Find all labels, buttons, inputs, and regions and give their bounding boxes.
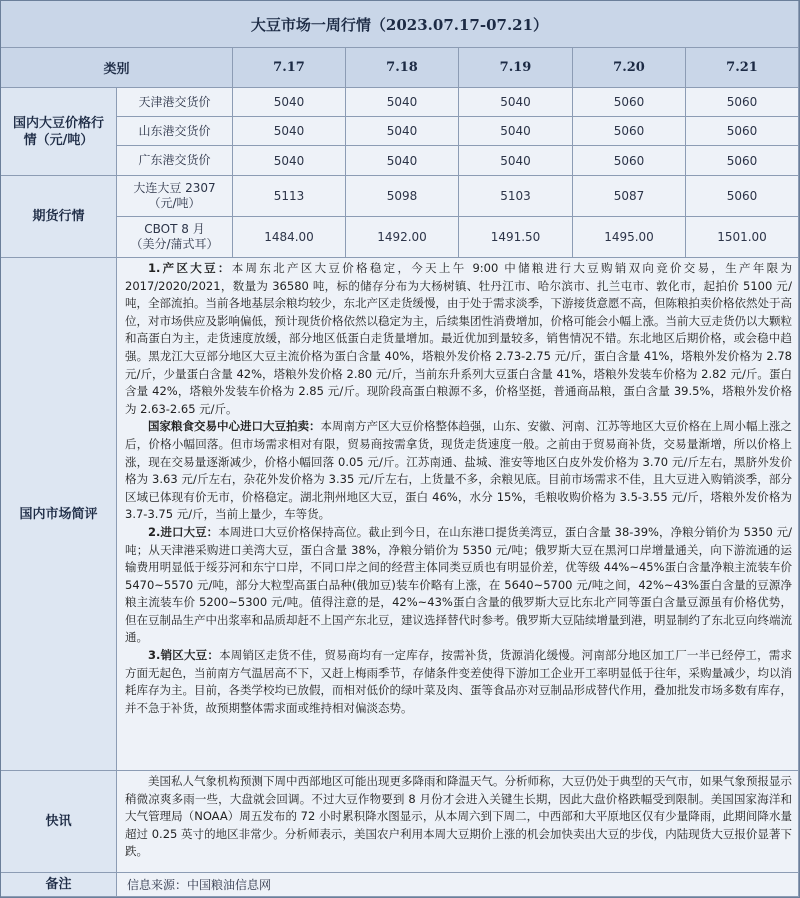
price-cell: 5060 [686, 146, 799, 176]
category-header: 类别 [1, 48, 233, 88]
futures-label: 期货行情 [1, 176, 117, 258]
price-cell: 5040 [346, 146, 459, 176]
news-content [117, 771, 799, 873]
futures-name-cbot [117, 217, 233, 258]
review-paragraph [125, 524, 792, 647]
section-body: 本周南方产区大豆价格整体趋强，山东、安徽、河南、江苏等地区大豆价格在上周小幅上涨之后，价格小幅回落。但市场需求相对有限，贸易商按需拿货，现货走货速度一般。之前由于贸易商补货，交易量渐增，所以价格上涨，现在交易量逐渐减少，价格小幅回落 0.05 元/斤。江苏南通、盐城、淮安等地区白皮外发价格为 3.70 元/斤左右，黑脐外发价格为 3.63 元/斤左右，杂花外发价格为 3.35 元/斤左右，上货量不多，余粮见底。目前市场需求不佳，且大豆进入购销淡季，部分区域已体现有价无市，价格稳定。湖北荆州地区大豆，蛋白 46%，水分 15%，毛粮收购价格为 3.5-3.55 元/斤，塔粮外发价格为 3.7-3.75 元/斤，当前上量少，车等货。 [125, 419, 792, 522]
futures-cell: 1484.00 [233, 217, 346, 258]
date-header: 7.18 [346, 48, 459, 88]
date-header: 7.20 [573, 48, 686, 88]
price-cell: 5040 [233, 146, 346, 176]
date-header: 7.17 [233, 48, 346, 88]
price-cell: 5040 [346, 117, 459, 146]
section-heading: 3.销区大豆： [148, 648, 220, 663]
port-name-tianjin: 天津港交货价 [117, 88, 233, 117]
price-cell: 5060 [686, 88, 799, 117]
futures-name-line2: （美分/蒲式耳） [130, 237, 219, 251]
price-cell: 5040 [459, 146, 573, 176]
market-review-label: 国内市场简评 [1, 258, 117, 771]
section-body: 本周销区走货不佳，贸易商均有一定库存，按需补货，货源消化缓慢。河南部分地区加工厂一半已经停工，需求方面无起色，当前南方气温居高不下，又赶上梅雨季节，存储条件变差使得下游加工企业开工率明显低于往年，采购量减少，均以消耗库存为主。目前，各类学校均已放假，而相对低价的绿叶菜及肉、蛋等食品亦对豆制品形成替代作用，叠加批发市场多数有库存，并不急于补货，故预期整体需求面或维持相对偏淡态势。 [125, 648, 793, 715]
price-cell: 5040 [233, 117, 346, 146]
futures-cell: 1492.00 [346, 217, 459, 258]
news-label: 快讯 [1, 771, 117, 873]
section-heading: 1.产区大豆： [148, 261, 232, 275]
futures-name-line1: CBOT 8 月 [144, 222, 205, 236]
futures-cell: 5087 [573, 176, 686, 217]
report-title: 大豆市场一周行情（2023.07.17-07.21） [1, 1, 799, 48]
price-cell: 5060 [573, 88, 686, 117]
price-cell: 5040 [346, 88, 459, 117]
price-cell: 5060 [573, 146, 686, 176]
port-name-shandong: 山东港交货价 [117, 117, 233, 146]
futures-cell: 5113 [233, 176, 346, 217]
futures-cell: 5103 [459, 176, 573, 217]
price-cell: 5040 [233, 88, 346, 117]
section-body: 本周进口大豆价格保持高位。截止到今日，在山东港口提货美湾豆，蛋白含量 38-39%，净粮分销价为 5350 元/吨；从天津港采购进口美湾大豆，蛋白含量 38%，净粮分销价为 5350 元/吨；俄罗斯大豆在黑河口岸增量通关，向下游流通的运输费用明显低于绥芬河和东宁口岸，不同口岸之间的经营主体同类豆质也有明显价差，优等级 44%~45%蛋白含量净粮主流装车价 5470~5570 元/吨，部分大粒型高蛋白品种(俄加豆)装车价略有上涨，在 5640~5700 元/吨之间，42%~43%蛋白含量的豆源净粮主流装车价 5200~5300 元/吨。值得注意的是，42%~43%蛋白含量的俄罗斯大豆比东北产同等蛋白含量豆源虽有价格优势，但在豆制品生产中出浆率和品质却赶不上国产东北豆，建议选择替代时参考。俄罗斯大豆陆续增量到港，明显制约了东北豆向终端流通。 [125, 524, 792, 645]
price-cell: 5060 [686, 117, 799, 146]
price-cell: 5040 [459, 117, 573, 146]
futures-cell: 1491.50 [459, 217, 573, 258]
futures-cell: 1501.00 [686, 217, 799, 258]
news-paragraph: 美国私人气象机构预测下周中西部地区可能出现更多降雨和降温天气。分析师称，大豆仍处于典型的天气市，如果气象预报显示稍微凉爽多雨一些，大盘就会回调。不过大豆作物要到 8 月份才会进入关键生长期，因此大盘价格跌幅受到限制。美国国家海洋和大气管理局（NOAA）周五发布的 72 小时累积降水图显示，从本周六到下周二，中西部和大平原地区仅有少量降雨，此期间降水量超过 0.25 英寸的地区非常少。分析师表示，美国农户利用本周大豆期价上涨的机会加快卖出大豆的步伐，内陆现货大豆报价显著下跌。 [125, 774, 792, 859]
futures-name-line1: 大连大豆 2307 [133, 181, 216, 195]
date-header: 7.21 [686, 48, 799, 88]
section-heading: 2.进口大豆： [148, 524, 219, 539]
remarks-content: 信息来源：中国粮油信息网 [117, 873, 799, 897]
section-heading: 国家粮食交易中心进口大豆拍卖： [148, 419, 321, 434]
port-name-guangdong: 广东港交货价 [117, 146, 233, 176]
futures-cell: 5098 [346, 176, 459, 217]
review-paragraph [125, 260, 792, 418]
price-cell: 5040 [459, 88, 573, 117]
futures-name-dalian [117, 176, 233, 217]
review-paragraph [125, 418, 792, 524]
market-review-content [117, 258, 799, 771]
review-paragraph [125, 647, 792, 717]
date-header: 7.19 [459, 48, 573, 88]
futures-name-line2: （元/吨） [148, 196, 201, 210]
futures-cell: 1495.00 [573, 217, 686, 258]
price-cell: 5060 [573, 117, 686, 146]
section-body: 本周东北产区大豆价格稳定，今天上午 9:00 中储粮进行大豆购销双向竞价交易，生产年限为 2017/2020/2021，数量为 36580 吨，标的储存分布为大杨树镇、牡丹江市、哈尔滨市、扎兰屯市、敦化市，起拍价 5100 元/吨，全部流拍。当前各地基层余粮均较少，东北产区走货缓慢，由于处于需求淡季，下游接货意愿不高，但陈粮拍卖价格依然处于高位，对市场供应及影响偏低，预计现货价格依然以稳定为主，后续集团性消费增加，价格可能会小幅上涨。当前大豆走货仍以大颗粒和高蛋白为主，走货速度放缓，部分地区低蛋白走货量增加。最近优加到量较多，销售情况不错。东北地区后期价格，或会稳中趋强。黑龙江大豆部分地区大豆主流价格为蛋白含量 40%，塔粮外发价格 2.73-2.75 元/斤，蛋白含量 41%，塔粮外发价格为 2.78 元/斤，少量蛋白含量 42%，塔粮外发价格 2.80 元/斤，当前东升系列大豆蛋白含量 41%，塔粮外发装车价格为 2.82 元/斤。蛋白含量 42%，塔粮外发装车价格为 2.85 元/斤。现阶段高蛋白粮源不多，价格坚挺，普通商品粮，蛋白含量 39.5%，塔粮外发价格为 2.63-2.65 元/斤。 [125, 261, 792, 416]
remarks-label: 备注 [1, 873, 117, 897]
domestic-price-label: 国内大豆价格行情（元/吨） [1, 88, 117, 176]
futures-cell: 5060 [686, 176, 799, 217]
